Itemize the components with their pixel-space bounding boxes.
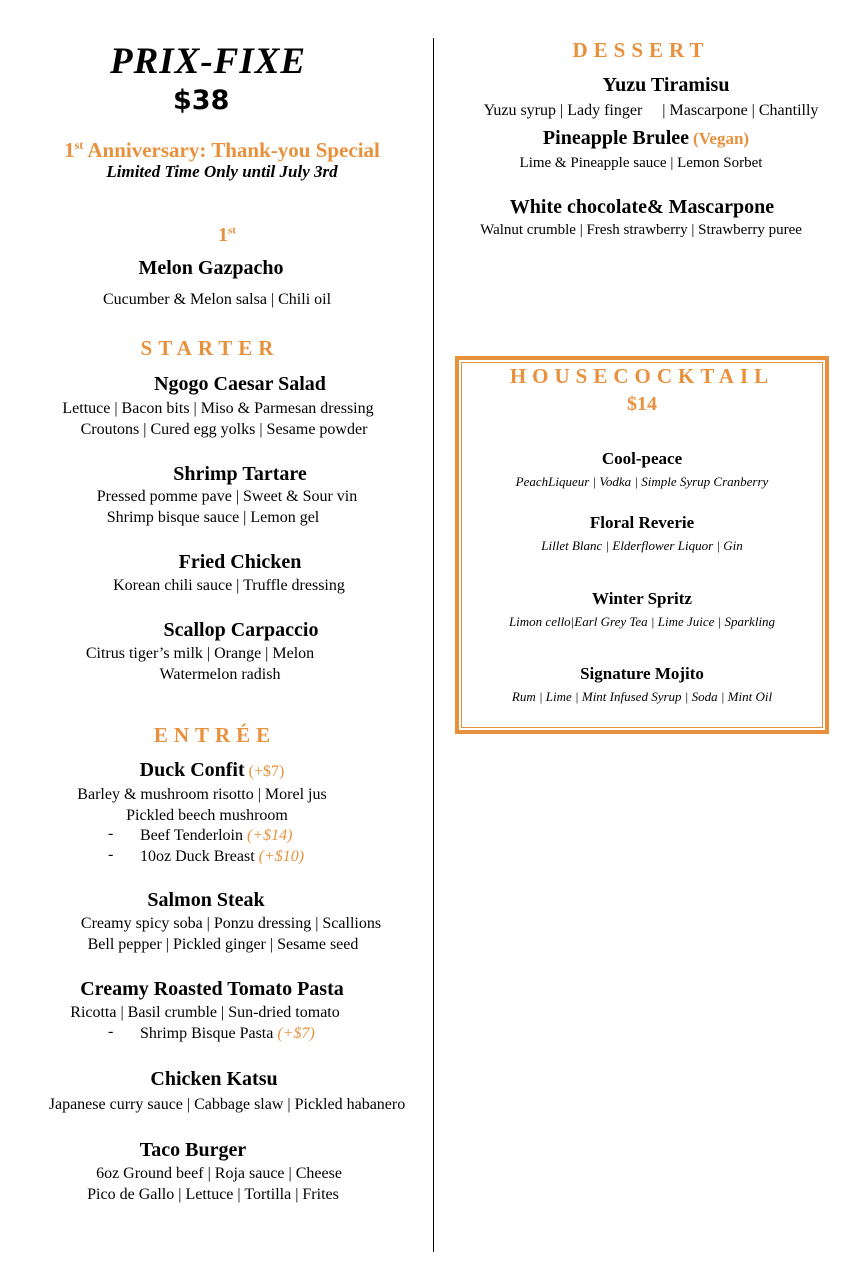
dish-scallop-carpaccio-desc-1: Citrus tiger’s milk | Orange | Melon: [85, 645, 315, 662]
dish-caesar-salad-desc-2: Croutons | Cured egg yolks | Sesame powder: [80, 421, 368, 438]
option-bullet: -: [108, 825, 114, 842]
option-beef-tenderloin-upcharge: (+$14): [247, 827, 293, 844]
section-entree: ENTRÉE: [153, 723, 277, 747]
section-starter: STARTER: [140, 336, 280, 360]
option-duck-breast: [140, 846, 304, 867]
anniversary-number: 1: [64, 138, 75, 162]
dish-pineapple-brulee-desc: Lime & Pineapple sauce | Lemon Sorbet: [519, 155, 763, 171]
dish-duck-confit-name: Duck Confit: [139, 759, 245, 781]
prix-fixe-price: $38: [173, 85, 230, 116]
dish-yuzu-tiramisu: Yuzu Tiramisu: [602, 74, 730, 96]
option-shrimp-bisque-pasta: [140, 1023, 315, 1044]
dish-shrimp-tartare-desc-1: Pressed pomme pave | Sweet & Sour vin: [96, 488, 358, 505]
prix-fixe-title: PRIX-FIXE: [110, 41, 307, 82]
first-course-number: 1: [218, 224, 229, 246]
cocktail-floral-reverie: Floral Reverie: [589, 513, 695, 532]
anniversary-heading: [0, 138, 444, 163]
option-shrimp-bisque-pasta-upcharge: (+$7): [277, 1025, 315, 1042]
section-house-cocktail: HOUSECOCKTAIL: [509, 364, 775, 388]
section-dessert: DESSERT: [572, 38, 710, 62]
cocktail-signature-mojito-desc: Rum | Lime | Mint Infused Syrup | Soda | Mint Oil: [511, 689, 773, 704]
dish-pineapple-brulee: [436, 127, 856, 150]
dish-fried-chicken: Fried Chicken: [178, 551, 302, 573]
dish-duck-confit: [0, 759, 424, 782]
dish-scallop-carpaccio: Scallop Carpaccio: [163, 619, 319, 641]
dish-fried-chicken-desc: Korean chili sauce | Truffle dressing: [113, 577, 345, 594]
cocktail-cool-peace: Cool-peace: [601, 449, 683, 468]
dish-melon-gazpacho: Melon Gazpacho: [138, 257, 284, 279]
first-course-label: [0, 224, 454, 247]
option-beef-tenderloin: [140, 825, 292, 846]
option-bullet: -: [108, 846, 114, 863]
dish-shrimp-tartare: Shrimp Tartare: [173, 463, 307, 485]
dish-yuzu-tiramisu-desc: Yuzu syrup | Lady finger | Mascarpone | Chantilly: [483, 102, 819, 119]
dish-taco-burger-desc-1: 6oz Ground beef | Roja sauce | Cheese: [96, 1165, 342, 1182]
dish-tomato-pasta: Creamy Roasted Tomato Pasta: [80, 978, 344, 1000]
dish-white-chocolate: White chocolate& Mascarpone: [509, 196, 775, 218]
option-beef-tenderloin-label: Beef Tenderloin: [140, 827, 243, 844]
dish-duck-confit-upcharge: (+$7): [248, 763, 285, 780]
cocktail-signature-mojito: Signature Mojito: [580, 664, 704, 683]
dish-salmon-steak: Salmon Steak: [147, 889, 265, 911]
dish-caesar-salad: Ngogo Caesar Salad: [154, 373, 326, 395]
option-shrimp-bisque-pasta-label: Shrimp Bisque Pasta: [140, 1025, 274, 1042]
cocktail-winter-spritz-desc: Limon cello|Earl Grey Tea | Lime Juice | Sparkling: [508, 614, 776, 629]
dish-duck-confit-desc-2: Pickled beech mushroom: [126, 807, 288, 824]
limited-time-note: Limited Time Only until July 3rd: [106, 162, 338, 181]
dish-chicken-katsu: Chicken Katsu: [150, 1068, 278, 1090]
dish-scallop-carpaccio-desc-2: Watermelon radish: [159, 666, 281, 683]
cocktail-cool-peace-desc: PeachLiqueur | Vodka | Simple Syrup Cranberry: [515, 474, 769, 489]
option-duck-breast-label: 10oz Duck Breast: [140, 848, 255, 865]
dish-melon-gazpacho-desc: Cucumber & Melon salsa | Chili oil: [102, 291, 332, 308]
dish-taco-burger: Taco Burger: [139, 1139, 247, 1161]
dish-taco-burger-desc-2: Pico de Gallo | Lettuce | Tortilla | Frites: [87, 1186, 339, 1203]
dish-salmon-steak-desc-2: Bell pepper | Pickled ginger | Sesame seed: [87, 936, 359, 953]
anniversary-text: Anniversary: Thank-you Special: [83, 138, 380, 162]
dish-caesar-salad-desc-1: Lettuce | Bacon bits | Miso & Parmesan dressing: [62, 400, 374, 417]
dish-salmon-steak-desc-1: Creamy spicy soba | Ponzu dressing | Scallions: [80, 915, 382, 932]
option-bullet: -: [108, 1023, 114, 1040]
dish-shrimp-tartare-desc-2: Shrimp bisque sauce | Lemon gel: [106, 509, 320, 526]
dish-chicken-katsu-desc: Japanese curry sauce | Cabbage slaw | Pickled habanero: [48, 1096, 406, 1113]
anniversary-ordinal: st: [74, 138, 84, 152]
cocktail-price: $14: [627, 393, 657, 415]
option-duck-breast-upcharge: (+$10): [258, 848, 305, 865]
dish-pineapple-brulee-tag: (Vegan): [693, 129, 750, 148]
cocktail-winter-spritz: Winter Spritz: [592, 589, 692, 608]
dish-tomato-pasta-desc: Ricotta | Basil crumble | Sun-dried tomato: [70, 1004, 340, 1021]
column-divider: [433, 38, 434, 1252]
first-course-ordinal: st: [228, 224, 236, 237]
dish-duck-confit-desc-1: Barley & mushroom risotto | Morel jus: [77, 786, 327, 803]
cocktail-floral-reverie-desc: Lillet Blanc | Elderflower Liquor | Gin: [541, 538, 743, 553]
dish-pineapple-brulee-name: Pineapple Brulee: [542, 127, 690, 149]
dish-white-chocolate-desc: Walnut crumble | Fresh strawberry | Strawberry puree: [480, 222, 802, 238]
